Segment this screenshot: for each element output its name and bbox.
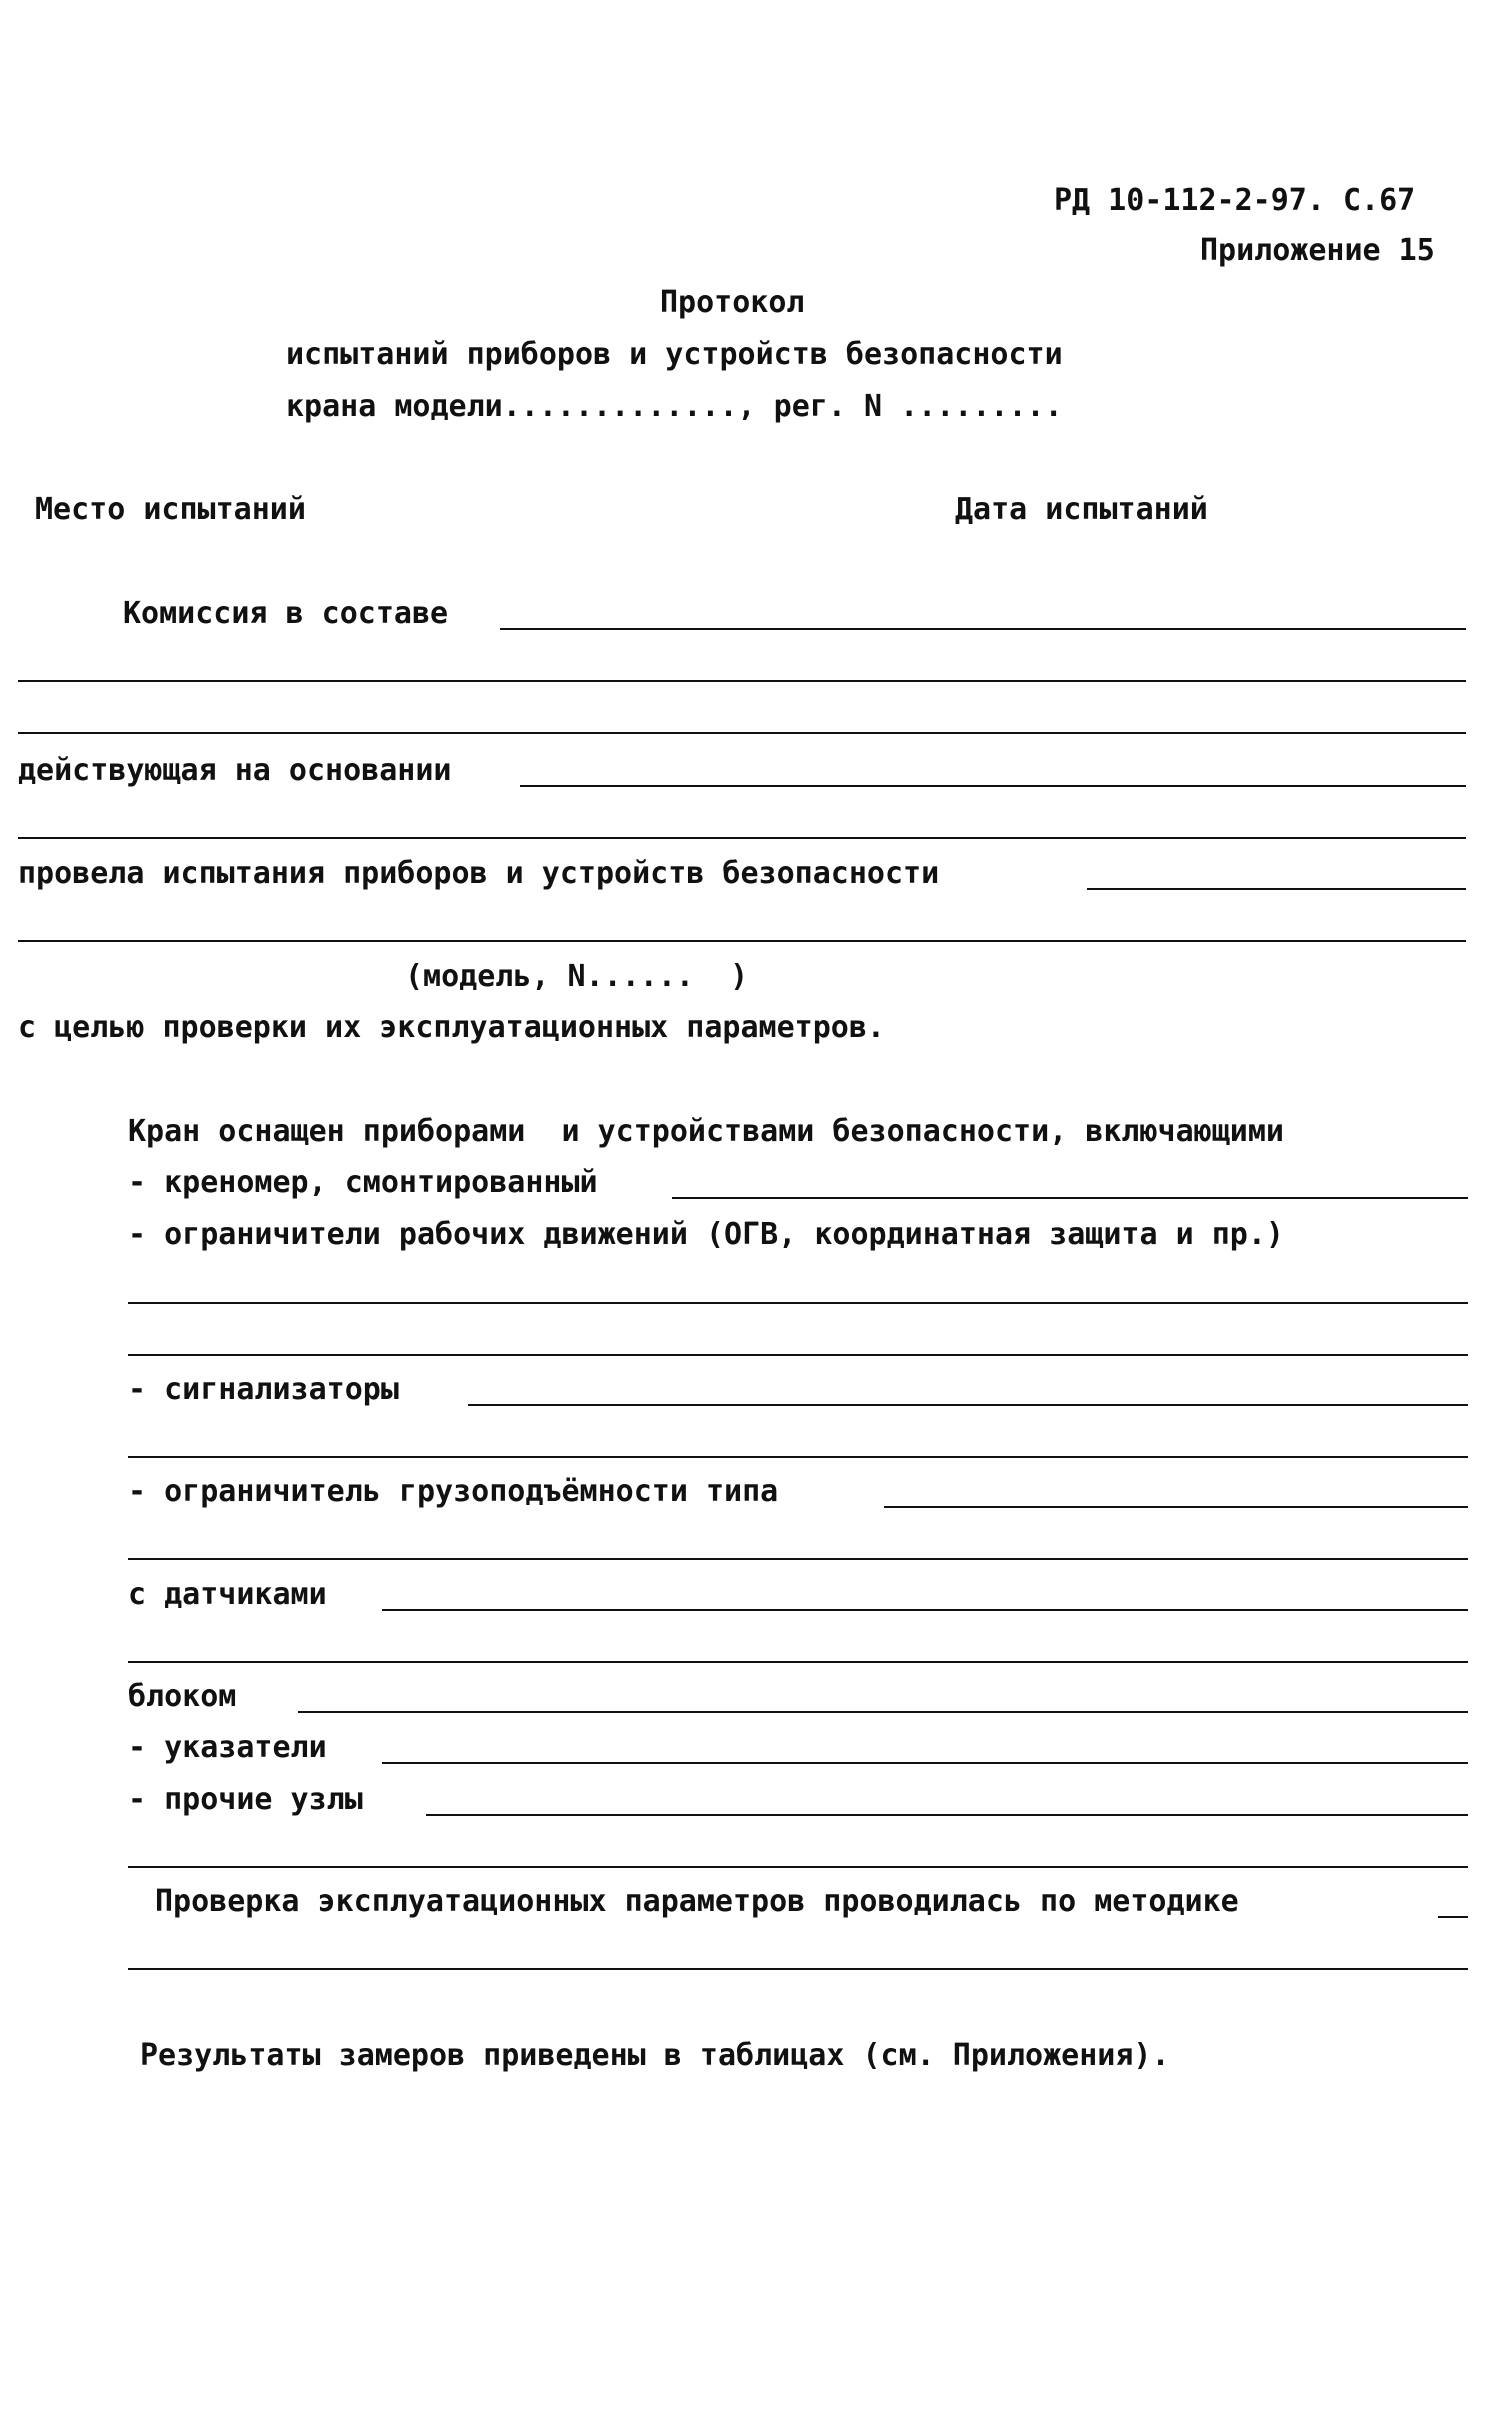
load-limiter-label: - ограничитель грузоподъёмности типа (128, 1474, 779, 1509)
method-field-line-2 (128, 1968, 1468, 1970)
protocol-title: Протокол (660, 285, 805, 320)
sensors-field-line-2 (128, 1661, 1468, 1663)
limiters-field-line-2 (128, 1354, 1468, 1356)
method-field-line (1438, 1916, 1468, 1918)
test-place-label: Место испытаний (35, 492, 306, 527)
commission-label: Комиссия в составе (123, 596, 449, 631)
commission-field-line (500, 628, 1466, 630)
basis-label: действующая на основании (18, 753, 452, 788)
other-units-field-line-2 (128, 1866, 1468, 1868)
inclinometer-field-line (672, 1197, 1468, 1199)
tested-field-line (1087, 888, 1466, 890)
tested-label: провела испытания приборов и устройств безопасности (18, 856, 940, 891)
test-date-label: Дата испытаний (955, 492, 1208, 527)
model-hint: (модель, N...... ) (405, 959, 749, 994)
indicators-field-line (382, 1762, 1468, 1764)
method-label: Проверка эксплуатационных параметров проводилась по методике (155, 1884, 1239, 1919)
alarms-field-line (468, 1404, 1468, 1406)
load-limiter-field-line (884, 1506, 1468, 1508)
indicators-label: - указатели (128, 1730, 327, 1765)
protocol-subtitle: испытаний приборов и устройств безопасности (286, 337, 1063, 372)
commission-field-line-3 (18, 732, 1466, 734)
purpose-text: с целью проверки их эксплуатационных параметров. (18, 1010, 885, 1045)
alarms-field-line-2 (128, 1456, 1468, 1458)
limiters-label: - ограничители рабочих движений (ОГВ, координатная защита и пр.) (128, 1217, 1284, 1252)
block-label: блоком (128, 1679, 237, 1714)
document-reference: РД 10-112-2-97. С.67 (1054, 183, 1416, 218)
inclinometer-label: - креномер, смонтированный (128, 1165, 598, 1200)
crane-model-line: крана модели............., рег. N ......... (286, 389, 1063, 424)
limiters-field-line (128, 1302, 1468, 1304)
results-text: Результаты замеров приведены в таблицах (см. Приложения). (140, 2038, 1170, 2073)
equipment-intro: Кран оснащен приборами и устройствами безопасности, включающими (128, 1114, 1284, 1149)
basis-field-line-2 (18, 837, 1466, 839)
commission-field-line-2 (18, 680, 1466, 682)
basis-field-line (520, 785, 1466, 787)
sensors-label: с датчиками (128, 1577, 327, 1612)
alarms-label: - сигнализаторы (128, 1372, 399, 1407)
sensors-field-line (382, 1609, 1468, 1611)
load-limiter-field-line-2 (128, 1558, 1468, 1560)
other-units-label: - прочие узлы (128, 1782, 363, 1817)
appendix-label: Приложение 15 (1200, 233, 1435, 268)
tested-field-line-2 (18, 940, 1466, 942)
block-field-line (298, 1711, 1468, 1713)
other-units-field-line (426, 1814, 1468, 1816)
